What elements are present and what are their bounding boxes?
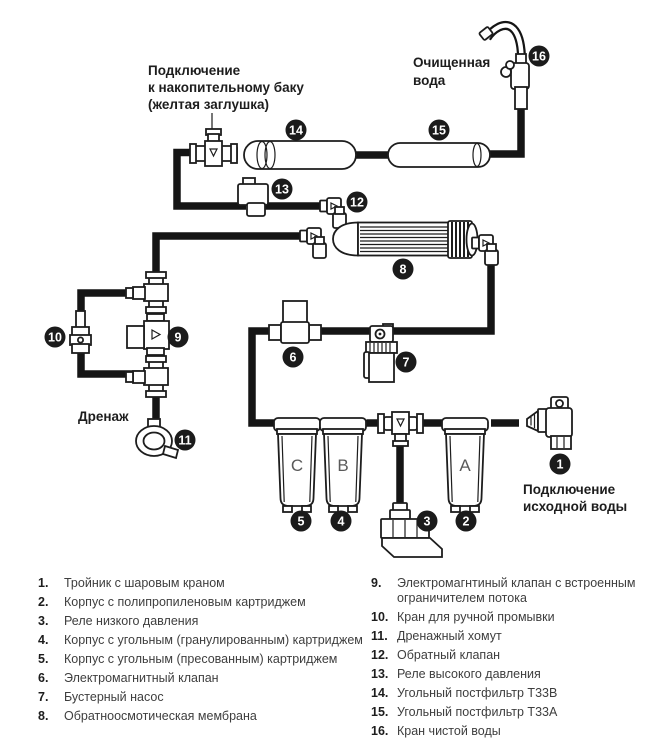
filter-a bbox=[442, 418, 488, 512]
legend bbox=[38, 576, 665, 743]
source-water-label-line1: Подключение bbox=[523, 482, 616, 497]
svg-text:9: 9 bbox=[174, 330, 182, 345]
legend-item-number: 11. bbox=[371, 629, 388, 643]
legend-item-number: 8. bbox=[38, 709, 49, 723]
svg-text:6: 6 bbox=[289, 350, 297, 365]
flush-solenoid-valve bbox=[127, 314, 169, 355]
postfilter-t33b bbox=[244, 141, 356, 169]
legend-item bbox=[38, 595, 371, 610]
svg-text:11: 11 bbox=[178, 433, 192, 448]
legend-item-number: 16. bbox=[371, 724, 389, 738]
check-valve bbox=[320, 198, 346, 228]
tank-label-line1: Подключение bbox=[148, 63, 241, 78]
callout-8 bbox=[393, 259, 414, 280]
svg-text:7: 7 bbox=[402, 355, 410, 370]
tank-label-line2: к накопительному баку bbox=[148, 80, 304, 95]
filter-a-letter: A bbox=[459, 456, 471, 475]
legend-item-text: Обратный клапан bbox=[397, 648, 501, 662]
svg-text:16: 16 bbox=[532, 49, 546, 64]
svg-text:12: 12 bbox=[350, 195, 364, 210]
svg-text:5: 5 bbox=[297, 514, 305, 529]
legend-item-text: Электромагнтиный клапан с встроенным ограничителем потока bbox=[397, 576, 636, 605]
legend-item-text: Корпус с угольным (гранулированным) картриджем bbox=[64, 633, 363, 647]
legend-item bbox=[371, 629, 665, 644]
legend-item bbox=[38, 576, 371, 591]
legend-item-number: 7. bbox=[38, 690, 49, 704]
legend-item-number: 12. bbox=[371, 648, 389, 662]
callout-15 bbox=[429, 120, 450, 141]
legend-item-text: Кран для ручной промывки bbox=[397, 610, 555, 624]
legend-item-number: 10. bbox=[371, 610, 389, 624]
postfilter-t33a bbox=[388, 143, 490, 167]
legend-item-number: 3. bbox=[38, 614, 49, 628]
filter-b bbox=[320, 418, 366, 512]
legend-item-text: Реле высокого давления bbox=[397, 667, 541, 681]
legend-column-right bbox=[371, 576, 665, 743]
svg-text:3: 3 bbox=[423, 514, 431, 529]
membrane bbox=[333, 221, 478, 258]
legend-item bbox=[38, 614, 371, 629]
callout-12 bbox=[347, 192, 368, 213]
legend-item bbox=[38, 690, 371, 705]
legend-item-text: Реле низкого давления bbox=[64, 614, 199, 628]
callout-7 bbox=[396, 352, 417, 373]
legend-item bbox=[371, 724, 665, 739]
tank-tee bbox=[190, 113, 237, 166]
legend-item bbox=[371, 648, 665, 663]
legend-item-text: Угольный постфильтр Т33В bbox=[397, 686, 558, 700]
legend-item-text: Корпус с угольным (пресованным) картриджем bbox=[64, 652, 338, 666]
clean-water-label-line1: Очищенная bbox=[413, 55, 491, 70]
svg-text:2: 2 bbox=[462, 514, 470, 529]
callout-3 bbox=[417, 511, 438, 532]
callout-1 bbox=[550, 454, 571, 475]
legend-item bbox=[38, 709, 371, 724]
legend-item-number: 6. bbox=[38, 671, 49, 685]
low-pressure-switch bbox=[381, 503, 442, 557]
legend-item bbox=[371, 576, 665, 606]
feed-valve bbox=[527, 397, 572, 449]
flush-top-tee bbox=[126, 272, 168, 313]
legend-item-text: Электромагнитный клапан bbox=[64, 671, 219, 685]
legend-item-number: 13. bbox=[371, 667, 389, 681]
legend-item-text: Обратноосмотическая мембрана bbox=[64, 709, 257, 723]
callout-2 bbox=[456, 511, 477, 532]
svg-text:14: 14 bbox=[289, 123, 303, 138]
svg-text:1: 1 bbox=[556, 457, 564, 472]
legend-item bbox=[371, 667, 665, 682]
callout-11 bbox=[175, 430, 196, 451]
callout-10 bbox=[45, 327, 66, 348]
callout-4 bbox=[331, 511, 352, 532]
callout-6 bbox=[283, 347, 304, 368]
legend-item bbox=[371, 610, 665, 625]
callout-16 bbox=[529, 46, 550, 67]
svg-text:8: 8 bbox=[399, 262, 407, 277]
filter-b-letter: B bbox=[337, 456, 349, 475]
legend-item bbox=[38, 633, 371, 648]
svg-text:13: 13 bbox=[275, 182, 289, 197]
tank-label-line3: (желтая заглушка) bbox=[148, 97, 269, 112]
legend-item-text: Угольный постфильтр Т33А bbox=[397, 705, 558, 719]
legend-item-number: 14. bbox=[371, 686, 389, 700]
callout-14 bbox=[286, 120, 307, 141]
legend-item bbox=[38, 652, 371, 667]
legend-item bbox=[371, 705, 665, 720]
legend-item-text: Бустерный насос bbox=[64, 690, 164, 704]
clean-water-label-line2: вода bbox=[413, 73, 446, 88]
feed-tee bbox=[378, 412, 423, 446]
legend-item-number: 4. bbox=[38, 633, 49, 647]
solenoid-valve bbox=[269, 301, 321, 343]
membrane-left-fitting bbox=[300, 228, 326, 258]
drain-label: Дренаж bbox=[78, 409, 129, 424]
svg-text:10: 10 bbox=[48, 330, 62, 345]
callout-9 bbox=[168, 327, 189, 348]
legend-item-text: Корпус с полипропиленовым картриджем bbox=[64, 595, 306, 609]
svg-text:15: 15 bbox=[432, 123, 446, 138]
legend-item-number: 15. bbox=[371, 705, 389, 719]
svg-text:4: 4 bbox=[337, 514, 345, 529]
legend-item-number: 5. bbox=[38, 652, 49, 666]
legend-item-number: 1. bbox=[38, 576, 49, 590]
drain-clamp bbox=[136, 419, 178, 458]
legend-item-text: Дренажный хомут bbox=[397, 629, 502, 643]
flush-bottom-tee bbox=[126, 356, 168, 397]
callout-13 bbox=[272, 179, 293, 200]
legend-column-left bbox=[38, 576, 371, 743]
legend-item bbox=[38, 671, 371, 686]
legend-item-text: Тройник с шаровым краном bbox=[64, 576, 225, 590]
legend-item-text: Кран чистой воды bbox=[397, 724, 501, 738]
source-water-label-line2: исходной воды bbox=[523, 499, 628, 514]
legend-item-number: 2. bbox=[38, 595, 49, 609]
manual-flush-valve bbox=[70, 311, 91, 353]
legend-item bbox=[371, 686, 665, 701]
filter-c bbox=[274, 418, 320, 512]
callout-5 bbox=[291, 511, 312, 532]
filter-c-letter: C bbox=[290, 456, 304, 475]
high-pressure-switch bbox=[238, 178, 268, 216]
legend-item-number: 9. bbox=[371, 576, 382, 590]
